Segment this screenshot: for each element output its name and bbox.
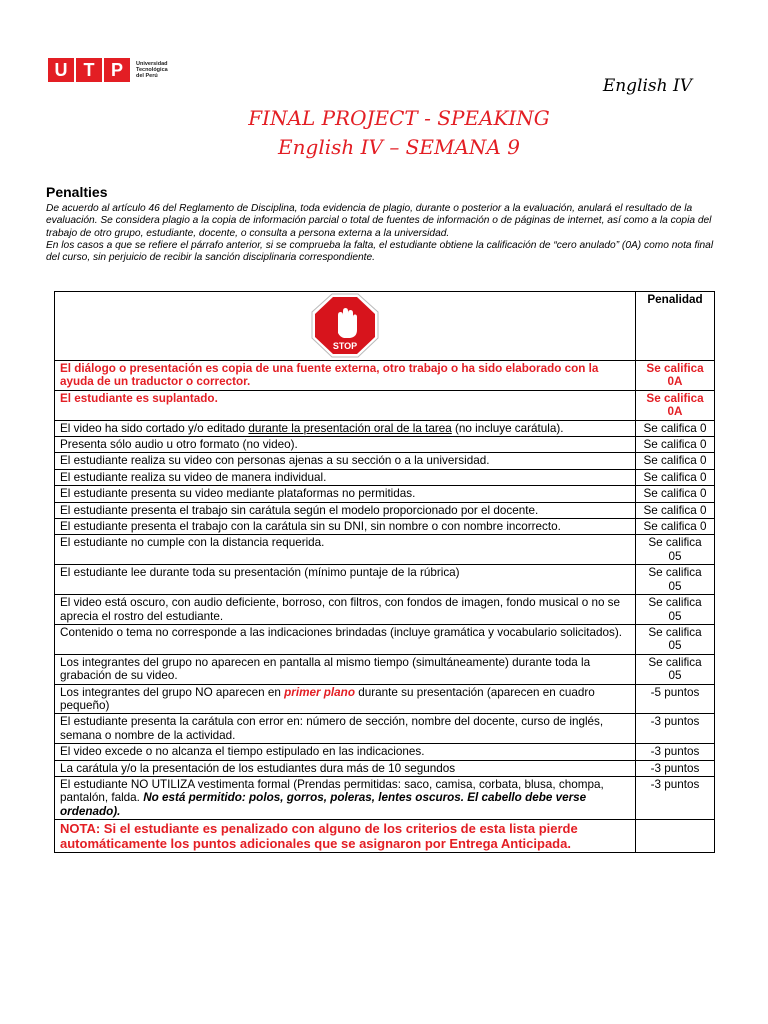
table-row xyxy=(55,519,715,535)
logo-sub-line: del Perú xyxy=(136,73,158,79)
criterion-text-emphasis: No está permitido: polos, gorros, poleras, lentes oscuros. El cabello debe verse ordenado). xyxy=(60,791,587,818)
table-note-row xyxy=(55,820,715,853)
note-penalty-empty xyxy=(636,820,715,853)
penalties-section xyxy=(46,184,726,264)
criterion-text: Los integrantes del grupo no aparecen en pantalla al mismo tiempo (simultáneamente) durante toda la grabación de su video. xyxy=(55,654,636,684)
criterion-text-underlined: durante la presentación oral de la tarea xyxy=(248,421,452,435)
penalty-value: Se califica 0 xyxy=(636,453,715,469)
title-line-1: FINAL PROJECT - SPEAKING xyxy=(248,106,550,130)
criterion-text: El diálogo o presentación es copia de una fuente externa, otro trabajo o ha sido elaborado con la ayuda de un traductor o corrector. xyxy=(55,361,636,391)
table-row xyxy=(55,535,715,565)
penalty-value: Se califica 0A xyxy=(636,390,715,420)
stop-sign-icon xyxy=(310,293,380,359)
penalties-paragraph-2: En los casos a que se refiere el párrafo anterior, si se comprueba la falta, el estudiante obtiene la calificación de “cero anulado” (0A) como nota final del curso, sin perjuicio de recibir la sanción disciplinaria correspondiente. xyxy=(46,239,714,264)
criterion-text xyxy=(55,684,636,714)
penalty-value: -3 puntos xyxy=(636,744,715,760)
criterion-text-part: Los integrantes del grupo NO aparecen en xyxy=(60,685,285,699)
table-row xyxy=(55,760,715,776)
criterion-text: El estudiante presenta el trabajo con la carátula sin su DNI, sin nombre o con nombre incorrecto. xyxy=(55,519,636,535)
title-line-2: English IV – SEMANA 9 xyxy=(278,135,520,159)
table-row xyxy=(55,486,715,502)
table-row xyxy=(55,390,715,420)
penalty-value: Se califica 05 xyxy=(636,595,715,625)
penalty-value: Se califica 0 xyxy=(636,420,715,436)
table-row xyxy=(55,776,715,819)
criterion-text: Presenta sólo audio u otro formato (no video). xyxy=(55,437,636,453)
table-row xyxy=(55,502,715,518)
table-row xyxy=(55,595,715,625)
penalty-value: -3 puntos xyxy=(636,760,715,776)
logo-letter-t: T xyxy=(76,58,102,82)
penalty-value: Se califica 0 xyxy=(636,502,715,518)
criterion-text-emphasis: primer plano xyxy=(284,685,355,699)
logo-sub-line: Tecnológica xyxy=(136,67,168,73)
penalty-value: Se califica 05 xyxy=(636,624,715,654)
criterion-text-part: El video ha sido cortado y/o editado xyxy=(60,421,249,435)
table-row xyxy=(55,469,715,485)
penalty-value: Se califica 05 xyxy=(636,535,715,565)
criterion-text: La carátula y/o la presentación de los estudiantes dura más de 10 segundos xyxy=(55,760,636,776)
criterion-text-part: El estudiante NO UTILIZA vestimenta formal (Prendas permitidas: saco, camisa, corbata, blusa, chompa, pantalón, falda. xyxy=(60,777,604,805)
table-row xyxy=(55,654,715,684)
criterion-text xyxy=(55,776,636,819)
table-row xyxy=(55,714,715,744)
table-row xyxy=(55,453,715,469)
penalty-value: Se califica 0 xyxy=(636,486,715,502)
penalty-value: Se califica 05 xyxy=(636,565,715,595)
penalties-heading: Penalties xyxy=(46,184,108,200)
document-title xyxy=(0,104,768,162)
table-row xyxy=(55,624,715,654)
table-row xyxy=(55,684,715,714)
logo-sub-line: Universidad xyxy=(136,61,168,67)
penalty-value: -5 puntos xyxy=(636,684,715,714)
criterion-text: El estudiante lee durante toda su presentación (mínimo puntaje de la rúbrica) xyxy=(55,565,636,595)
penalties-paragraph-1: De acuerdo al artículo 46 del Reglamento de Disciplina, toda evidencia de plagio, durante o posterior a la evaluación, anulará el resultado de la evaluación. Se considera plagio a la copia de información parcial o total de fuentes de información o de páginas de internet, así como a la copia del trabajo de otro grupo, estudiante, docente, o consulta a persona externa a la universidad. xyxy=(46,203,712,239)
criterion-text: El estudiante realiza su video de manera individual. xyxy=(55,469,636,485)
logo-letter-p: P xyxy=(104,58,130,82)
criterion-text: El estudiante presenta el trabajo sin carátula según el modelo proporcionado por el docente. xyxy=(55,502,636,518)
logo-subtitle xyxy=(136,61,168,79)
logo-letter-u: U xyxy=(48,58,74,82)
penalty-value: Se califica 0 xyxy=(636,519,715,535)
penalty-value: Se califica 0A xyxy=(636,361,715,391)
penalty-value: -3 puntos xyxy=(636,776,715,819)
table-row xyxy=(55,420,715,436)
penalties-table xyxy=(54,291,715,853)
table-row xyxy=(55,744,715,760)
criterion-text: El estudiante no cumple con la distancia requerida. xyxy=(55,535,636,565)
criterion-text: El estudiante presenta la carátula con error en: número de sección, nombre del docente, curso de inglés, semana o nombre de la actividad. xyxy=(55,714,636,744)
criterion-text xyxy=(55,420,636,436)
criterion-text: El estudiante es suplantado. xyxy=(55,390,636,420)
penalty-value: Se califica 05 xyxy=(636,654,715,684)
criterion-text: Contenido o tema no corresponde a las indicaciones brindadas (incluye gramática y vocabulario solicitados). xyxy=(55,624,636,654)
criterion-text: El estudiante presenta su video mediante plataformas no permitidas. xyxy=(55,486,636,502)
criterion-text: El video está oscuro, con audio deficiente, borroso, con filtros, con fondos de imagen, fondo musical o no se aprecia el rostro del estudiante. xyxy=(55,595,636,625)
penalty-value: Se califica 0 xyxy=(636,437,715,453)
table-row xyxy=(55,361,715,391)
criterion-text: El estudiante realiza su video con personas ajenas a su sección o a la universidad. xyxy=(55,453,636,469)
table-note: NOTA: Si el estudiante es penalizado con alguno de los criterios de esta lista pierde automáticamente los puntos adicionales que se asignaron por Entrega Anticipada. xyxy=(55,820,636,853)
penalty-value: Se califica 0 xyxy=(636,469,715,485)
penalty-column-header: Penalidad xyxy=(636,292,715,361)
criterion-text-part: durante su presentación (aparecen en cuadro pequeño) xyxy=(60,685,595,712)
stop-sign-cell xyxy=(55,292,636,361)
course-tag: English IV xyxy=(602,76,692,96)
table-row xyxy=(55,437,715,453)
penalty-value: -3 puntos xyxy=(636,714,715,744)
criterion-text-part: (no incluye carátula). xyxy=(451,421,564,435)
utp-logo xyxy=(48,58,168,82)
criterion-text: El video excede o no alcanza el tiempo estipulado en las indicaciones. xyxy=(55,744,636,760)
table-header-row xyxy=(55,292,715,361)
stop-sign-text: STOP xyxy=(332,341,358,351)
table-row xyxy=(55,565,715,595)
